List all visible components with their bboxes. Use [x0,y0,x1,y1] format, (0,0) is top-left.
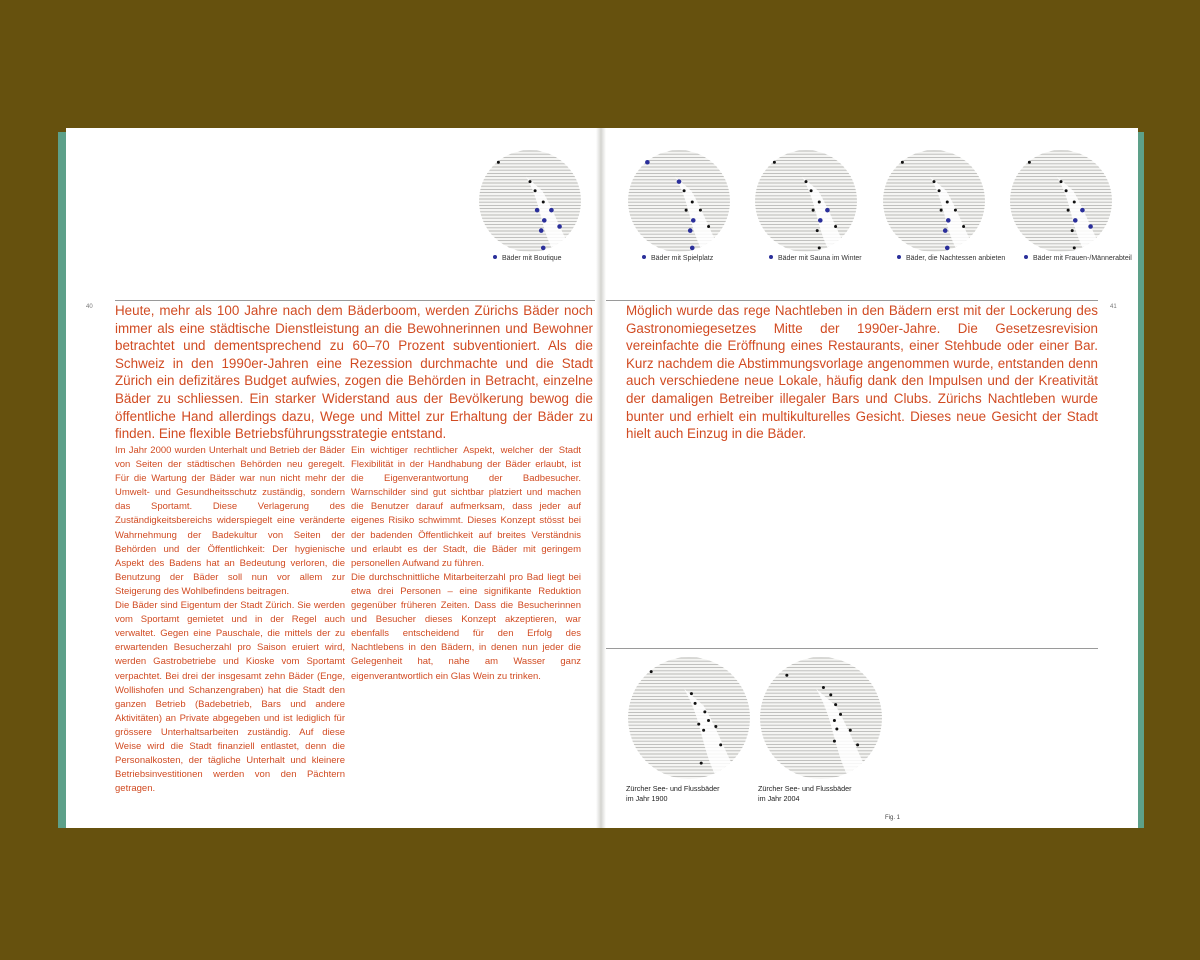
bath-dot [1067,209,1070,212]
top-map-caption [642,255,713,262]
bath-dot [834,225,837,228]
top-map-caption [897,255,1005,262]
caption-text: Bäder mit Sauna im Winter [778,255,862,262]
bath-dot [849,729,852,732]
highlighted-bath-dot [825,208,830,213]
bath-dot [707,225,710,228]
caption-text: Bäder mit Boutique [502,255,562,262]
bath-dot [839,713,842,716]
highlighted-bath-dot [1080,208,1085,213]
bath-dot [694,702,697,705]
bath-dot [714,725,717,728]
legend-dot-icon [642,255,646,259]
caption-text: Bäder mit Spielplatz [651,255,714,262]
bath-dot [940,209,943,212]
bath-dot [691,201,694,204]
top-map-1 [479,150,581,252]
page-number-right: 41 [1110,304,1117,310]
top-map-5 [1010,150,1112,252]
top-map-caption [769,255,862,262]
highlighted-bath-dot [645,160,650,165]
bath-dot [829,693,832,696]
bath-dot [962,225,965,228]
caption-line: im Jahr 1900 [626,793,668,803]
top-map-3 [755,150,857,252]
bath-dot [697,723,700,726]
top-map-caption [493,255,562,262]
figure-label: Fig. 1 [885,815,901,821]
highlighted-bath-dot [541,246,546,251]
highlighted-bath-dot [691,218,696,223]
bath-dot [1028,161,1031,164]
bath-dot [707,719,710,722]
bath-dot [938,189,941,192]
bath-dot [812,209,815,212]
bath-dot [901,161,904,164]
bath-dot [810,189,813,192]
highlighted-bath-dot [943,228,948,233]
body-column-1 [115,444,345,796]
page-number-left: 40 [86,304,93,310]
body-paragraph: Die Bäder sind Eigentum der Stadt Zürich. Sie werden vom Sportamt gemietet und in der Regel auch verwaltet. Gegen eine Pauschale, die mittels der zu erwartenden Besucherzahl pro Saison eruiert wird, werden Gastrobetriebe und Kioske vom Sportamt verpachtet. Bei drei der insgesamt zehn Bäder (Enge, Wollishofen und Schanzengraben) hat die Stadt den ganzen Betrieb (Badebetrieb, Bars und andere Aktivitäten) an Private abgegeben und ist lediglich für grössere Unterhaltsarbeiten zuständig. Auf diese Weise wird die Stadt finanziell entlastet, denn die Personalkosten, der tägliche Unterhalt und kleinere Betriebsinvestitionen werden von den Pächtern getragen. [115,600,345,795]
bath-dot [816,229,819,232]
caption-line: Zürcher See- und Flussbäder [758,784,852,793]
bath-dot [833,740,836,743]
bath-dot [773,161,776,164]
highlighted-bath-dot [818,218,823,223]
highlighted-bath-dot [535,208,540,213]
bath-dot [685,209,688,212]
top-map-2 [628,150,730,252]
bath-dot [785,674,788,677]
bath-dot [1071,229,1074,232]
top-map-caption [1024,255,1132,262]
bath-dot [835,727,838,730]
bath-dot [818,246,821,249]
bath-dot [699,209,702,212]
bath-dot [690,692,693,695]
bottom-map-caption [626,784,719,803]
highlighted-bath-dot [945,246,950,251]
body-paragraph: Ein wichtiger rechtlicher Aspekt, welcher der Stadt Flexibilität in der Handhabung der Bäder erlaubt, ist die Eigenverantwortung der Badbesucher. Warnschilder sind gut sichtbar platziert und machen die Benutzer darauf aufmerksam, dass jeder auf eigenes Risiko schwimmt. Dieses Konzept stösst bei der badenden Öffentlichkeit auf breites Verständnis und erlaubt es der Stadt, die Bäder mit geringem personellen Aufwand zu führen. [351,445,581,569]
bath-dot [702,729,705,732]
bottom-map-2 [760,657,882,779]
bath-dot [534,189,537,192]
rule-right [606,300,1098,301]
legend-dot-icon [769,255,773,259]
caption-line: Zürcher See- und Flussbäder [626,784,720,793]
body-column-2 [351,444,581,684]
rule-left [115,300,595,301]
highlighted-bath-dot [1073,218,1078,223]
bath-dot [946,201,949,204]
bath-dot [1073,246,1076,249]
highlighted-bath-dot [688,228,693,233]
highlighted-bath-dot [946,218,951,223]
caption-line: im Jahr 2004 [758,793,800,803]
bath-dot [703,710,706,713]
bottom-map-caption [758,784,851,803]
bath-dot [833,719,836,722]
bath-dot [700,762,703,765]
top-map-4 [883,150,985,252]
bath-dot [818,201,821,204]
highlighted-bath-dot [539,228,544,233]
bath-dot [834,703,837,706]
highlighted-bath-dot [549,208,554,213]
bath-dot [933,180,936,183]
legend-dot-icon [493,255,497,259]
bath-dot [805,180,808,183]
highlighted-bath-dot [690,246,695,251]
bath-dot [1073,201,1076,204]
bottom-map-1 [628,657,750,779]
book-gutter [596,128,606,828]
bath-dot [542,201,545,204]
bath-dot [683,189,686,192]
bath-dot [1060,180,1063,183]
highlighted-bath-dot [677,179,682,184]
caption-text: Bäder, die Nachtessen anbieten [906,255,1006,262]
highlighted-bath-dot [542,218,547,223]
caption-text: Bäder mit Frauen-/Männerabteil [1033,255,1132,262]
bath-dot [719,743,722,746]
lead-paragraph-left: Heute, mehr als 100 Jahre nach dem Bäderboom, werden Zürichs Bäder noch immer als eine städtische Dienstleistung an die Bewohnerinnen und Bewohner betrachtet und dementsprechend zu 60–70 Prozent subventioniert. Als die Schweiz in den 1990er-Jahren eine Rezession durchmachte und die Stadt Zürich ein defizitäres Budget aufwies, zogen die Behörden in Betracht, einzelne Bäder zu schliessen. Ein starker Widerstand aus der Bevölkerung bewog die öffentliche Hand allerdings dazu, Wege und Mittel zur Erhaltung der Bäder zu finden. Eine flexible Betriebsführungsstrategie entstand. [115,303,593,442]
bath-dot [954,209,957,212]
legend-dot-icon [897,255,901,259]
body-paragraph: Im Jahr 2000 wurden Unterhalt und Betrieb der Bäder von Seiten der städtischen Behörden neu geregelt. Für die Wartung der Bäder war nun nicht mehr der Umwelt- und Gesundheitsschutz zuständig, sondern das Sportamt. Diese Verlagerung des Zuständigkeitsbereichs widerspiegelt eine veränderte Wahrnehmung der Badekultur von Seiten der Behörden und der Öffentlichkeit: Der hygienische Aspekt des Badens hat an Bedeutung verloren, die Benutzung der Bäder soll nun vor allem zur Steigerung des Wohlbefindens beitragen. [115,445,345,597]
bath-dot [529,180,532,183]
legend-dot-icon [1024,255,1028,259]
bath-dot [1065,189,1068,192]
bath-dot [650,670,653,673]
body-paragraph: Die durchschnittliche Mitarbeiterzahl pro Bad liegt bei etwa drei Personen – eine signifikante Reduktion gegenüber früheren Zeiten. Dass die Besucherinnen und Besucher dieses Konzept akzeptieren, war ebenfalls entscheidend für den Erfolg des Nachtlebens in den Bädern, in denen nun jeder die Gelegenheit hat, nahe am Wasser ganz eigenverantwortlich ein Glas Wein zu trinken. [351,571,581,682]
highlighted-bath-dot [557,224,562,229]
lead-paragraph-right: Möglich wurde das rege Nachtleben in den Bädern erst mit der Lockerung des Gastronomiegesetzes Mitte der 1990er-Jahre. Die Gesetzesrevision vereinfachte die Eröffnung eines Restaurants, einer Stehbude oder einer Bar. Kurz nachdem die Abstimmungsvorlage angenommen wurde, entstanden denn auch verschiedene neue Lokale, häufig dank den Impulsen und der Kreativität der damaligen Betreiber illegaler Bars und Clubs. Zürichs Nachtleben wurde bunter und erhielt ein multikulturelles Gesicht. Dieses neue Gesicht der Stadt hielt auch Einzug in die Bäder. [626,303,1098,442]
highlighted-bath-dot [1088,224,1093,229]
bath-dot [856,743,859,746]
rule-bottom-right [606,648,1098,649]
bath-dot [497,161,500,164]
bath-dot [822,686,825,689]
